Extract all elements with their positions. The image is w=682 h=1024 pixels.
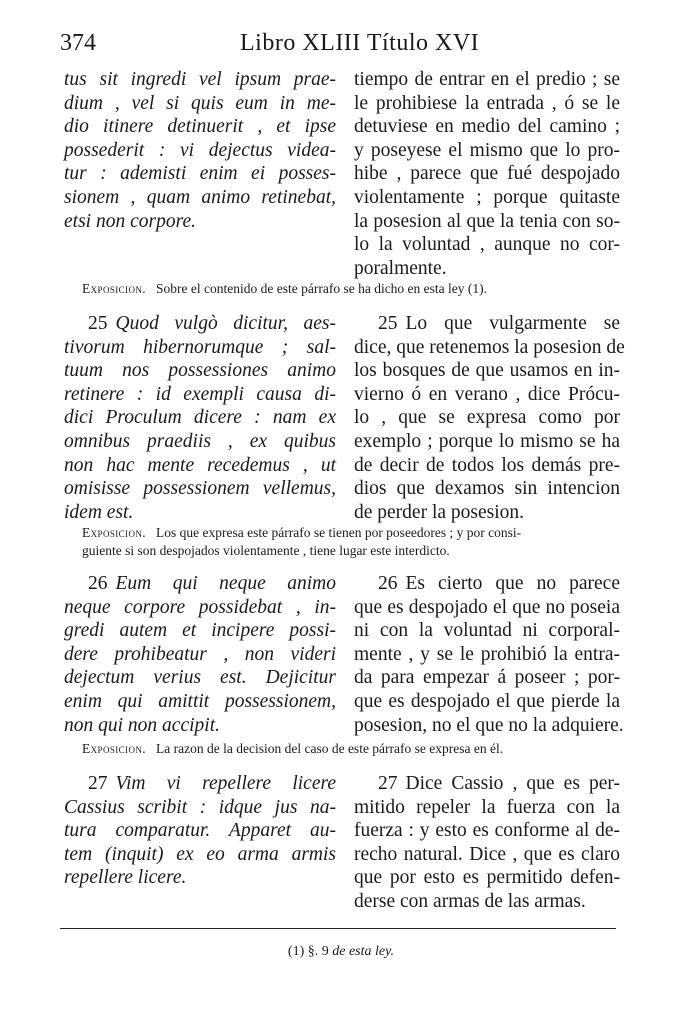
- spanish-line: 27 Dice Cassio , que es per-: [378, 773, 620, 794]
- page-header: [60, 30, 622, 60]
- spanish-line: tiempo de entrar en el predio ; se: [354, 69, 620, 90]
- spanish-line: poralmente.: [354, 257, 447, 279]
- exposicion-note: [82, 280, 612, 298]
- footnote-marker: (1): [287, 944, 305, 959]
- latin-line: tem (inquit) ex eo arma armis: [64, 843, 336, 865]
- latin-line: tivorum hibernorumque ; sal-: [64, 336, 336, 358]
- latin-line: 25 Quod vulgò dicitur, aes-: [88, 313, 336, 334]
- spanish-line: exemplo ; porque lo mismo se ha: [354, 430, 620, 452]
- spanish-line: mente , y se le prohibió la entra-: [354, 643, 620, 665]
- paragraph-number: 26: [88, 573, 108, 594]
- spanish-line: violentamente ; porque quitaste: [354, 186, 620, 208]
- spanish-line: da para empezar á poseer ; por-: [354, 667, 620, 689]
- spanish-line: 25 Lo que vulgarmente se: [378, 313, 620, 334]
- exposicion-text: La razon de la decision del caso de este párrafo se expresa en él.: [156, 741, 504, 756]
- exposicion-label: Exposicion.: [82, 281, 147, 296]
- exposicion-label: Exposicion.: [82, 741, 147, 756]
- latin-line: tuum nos possessiones animo: [64, 360, 336, 382]
- latin-line: dio itinere detinuerit , et ipse: [64, 116, 336, 138]
- spanish-line: de perder la posesion.: [354, 501, 525, 523]
- latin-line: tus sit ingredi vel ipsum prae-: [64, 69, 336, 90]
- paragraph-number: 26: [378, 573, 398, 594]
- latin-line: sionem , quam animo retinebat,: [64, 186, 336, 208]
- spanish-line: mitido repeler la fuerza con la: [354, 796, 620, 818]
- exposicion-label: Exposicion.: [82, 525, 147, 540]
- exposicion-text: Sobre el contenido de este párrafo se ha dicho en esta ley (1).: [156, 281, 488, 296]
- spanish-column: [354, 312, 625, 524]
- latin-line: dere prohibeatur , non videri: [64, 643, 336, 665]
- exposicion-text-continued: guiente si son despojados violentamente , tiene lugar este interdicto.: [82, 543, 450, 558]
- exposicion-text: Los que expresa este párrafo se tienen por poseedores ; y por consi-: [156, 525, 522, 540]
- spanish-line: y poseyese el mismo que lo pro-: [354, 139, 620, 161]
- latin-line: retinere : id exempli causa di-: [64, 383, 336, 405]
- latin-line: dici Proculum dicere : nam ex: [64, 407, 336, 429]
- spanish-line: le prohibiese la entrada , ó se le: [354, 92, 620, 114]
- spanish-line: 26 Es cierto que no parece: [378, 573, 620, 594]
- spanish-line: los bosques de que usamos en in-: [354, 360, 620, 382]
- latin-column: [64, 312, 336, 524]
- spanish-line: que es despojado el que pierde la: [354, 690, 620, 712]
- spanish-line: detuviese en medio del camino ;: [354, 116, 620, 138]
- latin-line: possederit : vi dejectus videa-: [64, 139, 336, 161]
- spanish-line: derse con armas de las armas.: [354, 890, 586, 912]
- paragraph-number: 27: [378, 773, 398, 794]
- spanish-line: dice, que retenemos la posesion de: [354, 336, 625, 358]
- latin-line: Cassius scribit : idque jus na-: [64, 796, 336, 818]
- latin-line: repellere licere.: [64, 867, 187, 889]
- latin-line: tura comparatur. Apparet au-: [64, 820, 336, 842]
- latin-line: 26 Eum qui neque animo: [88, 573, 336, 594]
- spanish-line: vierno ó en verano , dice Prócu-: [354, 383, 620, 405]
- latin-line: 27 Vim vi repellere licere: [88, 773, 336, 794]
- footnote-italic-text: de esta ley.: [332, 944, 395, 959]
- spanish-line: de decir de todos los demás pre-: [354, 454, 620, 476]
- paragraph-number: 25: [378, 313, 398, 334]
- latin-line: non qui non accipit.: [64, 714, 220, 736]
- latin-column: [64, 772, 336, 890]
- latin-line: dejectum verius est. Dejicitur: [64, 667, 336, 689]
- spanish-line: dios que dexamos sin intencion: [354, 478, 620, 500]
- footnote-reference: §. 9: [307, 944, 329, 959]
- latin-line: neque corpore possidebat , in-: [64, 596, 336, 618]
- spanish-line: recho natural. Dice , que es claro: [354, 843, 620, 865]
- latin-line: tur : ademisti enim ei posses-: [64, 163, 336, 185]
- latin-line: dium , vel si quis eum in me-: [64, 92, 336, 114]
- spanish-line: posesion, no el que no la adquiere.: [354, 714, 624, 736]
- spanish-line: que es despojado el que no poseia: [354, 596, 620, 618]
- latin-line: enim qui amittit possessionem,: [64, 690, 336, 712]
- spanish-line: que por esto es permitido defen-: [354, 867, 620, 889]
- page-number: 374: [60, 30, 96, 56]
- spanish-line: ni con la voluntad ni corporal-: [354, 620, 620, 642]
- footnote-divider: [60, 928, 616, 929]
- footnote: [0, 944, 682, 960]
- running-title: Libro XLIII Título XVI: [240, 30, 480, 56]
- latin-line: gredi autem et incipere possi-: [64, 620, 336, 642]
- spanish-column: [354, 572, 624, 737]
- spanish-line: lo la voluntad , aunque no cor-: [354, 234, 620, 256]
- spanish-line: fuerza : y esto es conforme al de-: [354, 820, 620, 842]
- spanish-line: hibe , parece que fué despojado: [354, 163, 620, 185]
- paragraph-number: 25: [88, 313, 108, 334]
- latin-line: etsi non corpore.: [64, 210, 196, 232]
- exposicion-note: [82, 740, 612, 758]
- latin-line: omisisse possessionem vellemus,: [64, 478, 336, 500]
- latin-column: [64, 572, 336, 737]
- latin-column: [64, 68, 336, 233]
- latin-line: omnibus praediis , ex quibus: [64, 430, 336, 452]
- exposicion-note: [82, 524, 612, 560]
- spanish-line: lo , que se expresa como por: [354, 407, 620, 429]
- latin-line: idem est.: [64, 501, 134, 523]
- paragraph-number: 27: [88, 773, 108, 794]
- latin-line: non hac mente recedemus , ut: [64, 454, 336, 476]
- spanish-line: la posesion al que la tenia con so-: [354, 210, 620, 232]
- spanish-column: [354, 772, 620, 914]
- spanish-column: [354, 68, 620, 280]
